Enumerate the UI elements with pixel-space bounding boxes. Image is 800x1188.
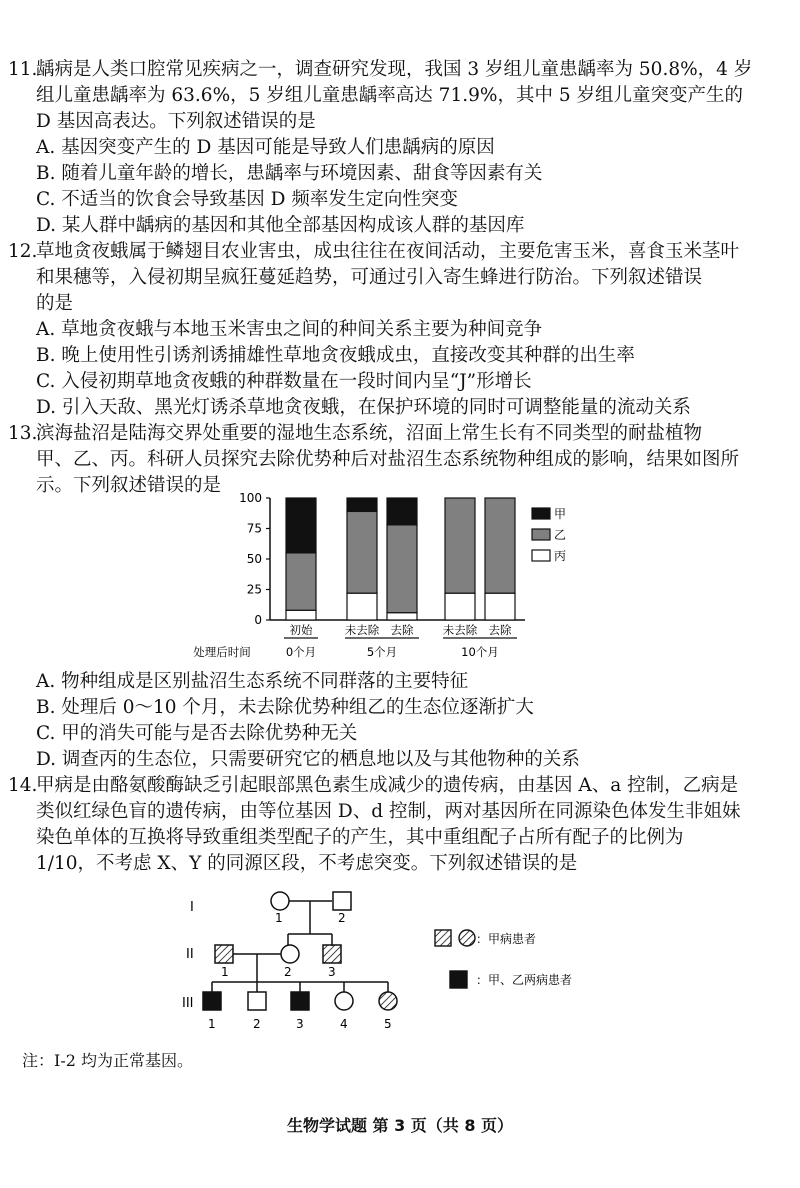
pedigree-II-1-male-affected-jia bbox=[215, 945, 233, 963]
pedigree-III-2-number: 2 bbox=[253, 1017, 261, 1031]
pedigree-II-2-number: 2 bbox=[284, 965, 292, 979]
x-axis-label: 处理后时间 bbox=[193, 645, 251, 659]
category-label: 未去除 bbox=[442, 623, 478, 637]
pedigree-note: 注：I-2 均为正常基因。 bbox=[22, 1051, 193, 1070]
pedigree-III-2-male bbox=[248, 992, 266, 1010]
bar-segment-甲 bbox=[387, 498, 417, 525]
bar-segment-丙 bbox=[445, 593, 475, 620]
legend-jia-male-symbol bbox=[435, 930, 451, 946]
pedigree-III-5-number: 5 bbox=[384, 1017, 392, 1031]
species-composition-chart bbox=[180, 486, 620, 664]
legend-swatch-乙 bbox=[532, 529, 550, 540]
pedigree-III-5-female-affected-jia bbox=[379, 992, 397, 1010]
pedigree-I-2-male bbox=[333, 892, 351, 910]
y-tick-label: 100 bbox=[239, 491, 262, 505]
legend-both-label: ：甲、乙两病患者 bbox=[476, 973, 573, 987]
pedigree-III-4-female bbox=[335, 992, 353, 1010]
bar-segment-乙 bbox=[347, 511, 377, 593]
q14-number: 14. bbox=[8, 775, 38, 796]
category-label: 初始 bbox=[289, 623, 313, 637]
legend-swatch-丙 bbox=[532, 550, 550, 561]
pedigree-II-3-male-affected-jia bbox=[323, 945, 341, 963]
legend-jia-label: ：甲病患者 bbox=[476, 932, 537, 946]
y-tick-label: 0 bbox=[254, 613, 262, 627]
bar-segment-乙 bbox=[286, 553, 316, 610]
y-tick-label: 25 bbox=[246, 582, 262, 597]
legend-jia-female-symbol bbox=[459, 930, 475, 946]
q12-number: 12. bbox=[8, 241, 38, 262]
bar-segment-乙 bbox=[445, 498, 475, 593]
generation-label-2: II bbox=[186, 947, 194, 962]
bar-segment-丙 bbox=[387, 613, 417, 620]
bar-segment-丙 bbox=[485, 593, 515, 620]
pedigree-I-1-female bbox=[271, 892, 289, 910]
pedigree-III-3-male-both bbox=[291, 992, 309, 1010]
q13-number: 13. bbox=[8, 423, 38, 444]
category-label: 未去除 bbox=[344, 623, 380, 637]
bar-segment-丙 bbox=[347, 593, 377, 620]
pedigree-I-1-number: 1 bbox=[275, 911, 283, 925]
pedigree-III-1-male-both bbox=[203, 992, 221, 1010]
legend-label-丙: 丙 bbox=[554, 549, 567, 563]
pedigree-II-1-number: 1 bbox=[221, 965, 229, 979]
bar-segment-乙 bbox=[485, 498, 515, 593]
legend-label-乙: 乙 bbox=[554, 528, 567, 542]
generation-label-3: III bbox=[182, 996, 194, 1011]
pedigree-I-2-number: 2 bbox=[338, 911, 346, 925]
legend-label-甲: 甲 bbox=[554, 507, 567, 521]
generation-label-1: I bbox=[190, 900, 194, 915]
group-label: 0个月 bbox=[285, 645, 317, 659]
pedigree-lines bbox=[212, 901, 388, 992]
pedigree-III-1-number: 1 bbox=[208, 1017, 216, 1031]
category-label: 去除 bbox=[488, 623, 512, 637]
bar-segment-乙 bbox=[387, 525, 417, 613]
pedigree-II-2-female bbox=[281, 945, 299, 963]
group-label: 5个月 bbox=[366, 645, 398, 659]
group-label: 10个月 bbox=[461, 645, 499, 659]
pedigree-diagram bbox=[170, 876, 600, 1041]
bar-segment-甲 bbox=[286, 498, 316, 553]
bar-segment-丙 bbox=[286, 610, 316, 620]
legend-both-symbol bbox=[450, 971, 467, 988]
y-tick-label: 50 bbox=[246, 552, 262, 566]
q11-number: 11. bbox=[8, 59, 38, 80]
pedigree-III-4-number: 4 bbox=[340, 1017, 348, 1031]
legend-swatch-甲 bbox=[532, 508, 550, 519]
y-tick-label: 75 bbox=[246, 521, 262, 536]
pedigree-II-3-number: 3 bbox=[328, 965, 336, 979]
page-footer: 生物学试题 第 3 页（共 8 页） bbox=[286, 1116, 514, 1135]
pedigree-III-3-number: 3 bbox=[296, 1017, 304, 1031]
bar-segment-甲 bbox=[347, 498, 377, 511]
category-label: 去除 bbox=[390, 623, 414, 637]
